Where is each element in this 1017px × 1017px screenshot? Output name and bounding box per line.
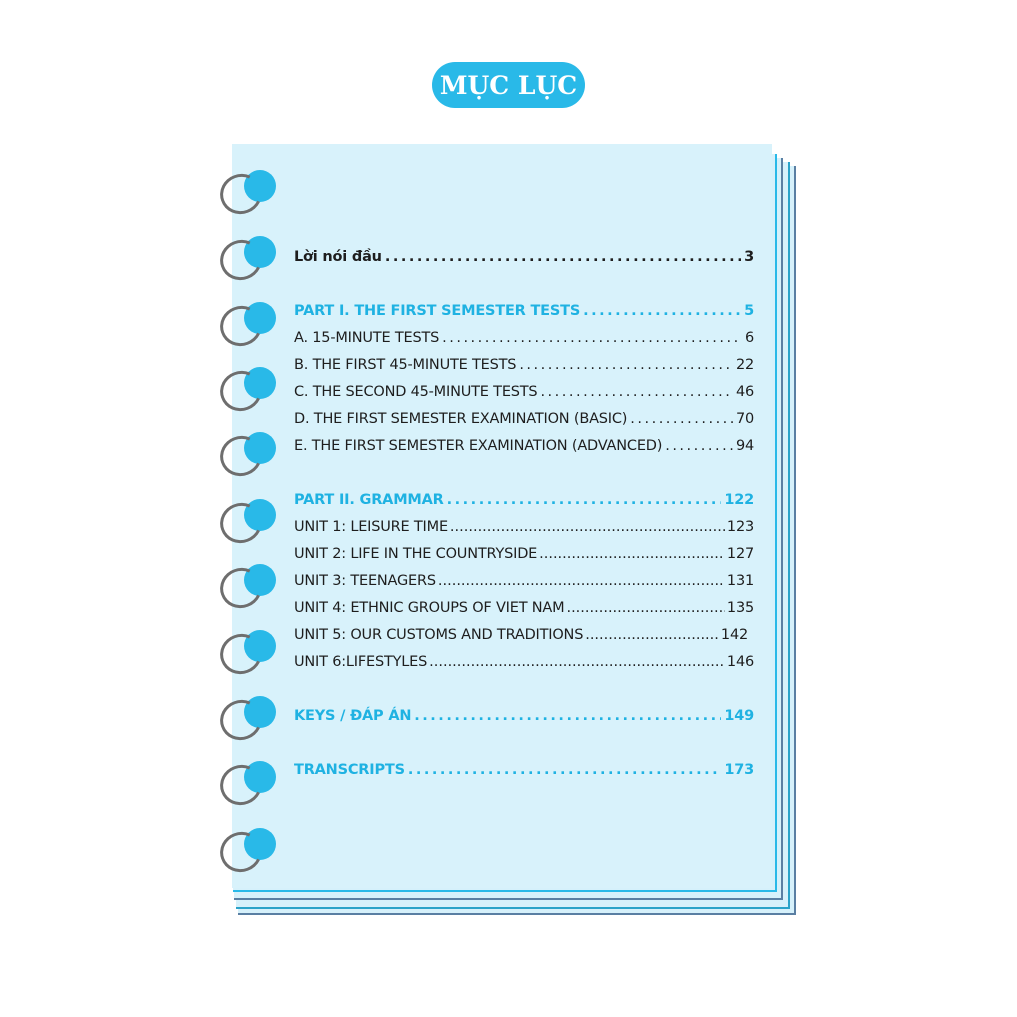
toc-entry[interactable] xyxy=(294,433,754,460)
toc-heading-page: 122 xyxy=(724,492,754,508)
spiral-ring xyxy=(220,236,276,282)
dot-leader xyxy=(585,622,719,649)
toc-entry-page: 6 xyxy=(744,330,754,346)
toc-heading-part1[interactable] xyxy=(294,298,754,325)
toc-entry[interactable] xyxy=(294,622,748,649)
spiral-ring xyxy=(220,696,276,742)
title-badge xyxy=(432,62,585,108)
spiral-ring xyxy=(220,302,276,348)
toc-heading-page: 149 xyxy=(724,708,754,724)
toc-entry[interactable] xyxy=(294,541,754,568)
dot-leader xyxy=(438,568,725,595)
toc-heading-part2[interactable] xyxy=(294,487,754,514)
toc-heading-page: 5 xyxy=(744,303,754,319)
toc-entry-page: 94 xyxy=(735,438,754,454)
spiral-ring xyxy=(220,170,276,216)
toc-entry[interactable] xyxy=(294,514,754,541)
dot-leader xyxy=(630,406,733,433)
toc-entry[interactable] xyxy=(294,406,754,433)
toc-entry-label: UNIT 6:LIFESTYLES xyxy=(294,654,428,670)
toc-entry-label: D. THE FIRST SEMESTER EXAMINATION (BASIC) xyxy=(294,411,628,427)
dot-leader xyxy=(414,703,721,730)
dot-leader xyxy=(385,244,741,271)
toc-entry-label: UNIT 2: LIFE IN THE COUNTRYSIDE xyxy=(294,546,538,562)
spiral-ring xyxy=(220,761,276,807)
toc-entry-page: 135 xyxy=(726,600,754,616)
toc-entry[interactable] xyxy=(294,649,754,676)
spiral-ring xyxy=(220,564,276,610)
toc-heading-label: PART I. THE FIRST SEMESTER TESTS xyxy=(294,303,581,319)
spiral-ring xyxy=(220,367,276,413)
dot-leader xyxy=(442,325,742,352)
dot-leader xyxy=(583,298,741,325)
page-title: MỤC LỤC xyxy=(439,70,578,100)
toc-entry[interactable] xyxy=(294,325,754,352)
dot-leader xyxy=(450,514,725,541)
toc-entry[interactable] xyxy=(294,568,754,595)
toc-entry-label: A. 15-MINUTE TESTS xyxy=(294,330,440,346)
dot-leader xyxy=(519,352,733,379)
toc-entry[interactable] xyxy=(294,352,754,379)
toc-entry-label: UNIT 1: LEISURE TIME xyxy=(294,519,448,535)
dot-leader xyxy=(408,757,722,784)
toc-entry-page: 70 xyxy=(735,411,754,427)
toc-entry-label: UNIT 5: OUR CUSTOMS AND TRADITIONS xyxy=(294,627,584,643)
toc-entry-preface[interactable] xyxy=(294,244,754,271)
toc-entry[interactable] xyxy=(294,379,754,406)
toc-entry-label: B. THE FIRST 45-MINUTE TESTS xyxy=(294,357,517,373)
toc-entry-label: Lời nói đầu xyxy=(294,249,382,265)
toc-entry-page: 46 xyxy=(735,384,754,400)
toc-heading-label: KEYS / ĐÁP ÁN xyxy=(294,708,412,724)
toc-entry-label: E. THE FIRST SEMESTER EXAMINATION (ADVANCED) xyxy=(294,438,663,454)
toc-heading-transcripts[interactable] xyxy=(294,757,754,784)
dot-leader xyxy=(539,541,725,568)
spiral-ring xyxy=(220,630,276,676)
toc-heading-page: 173 xyxy=(724,762,754,778)
table-of-contents xyxy=(294,244,754,784)
dot-leader xyxy=(429,649,725,676)
spiral-ring xyxy=(220,432,276,478)
toc-heading-label: PART II. GRAMMAR xyxy=(294,492,444,508)
dot-leader xyxy=(540,379,732,406)
toc-heading-label: TRANSCRIPTS xyxy=(294,762,405,778)
dot-leader xyxy=(665,433,733,460)
toc-entry-page: 123 xyxy=(726,519,754,535)
spiral-ring xyxy=(220,499,276,545)
toc-entry-page: 142 xyxy=(720,627,748,643)
toc-entry-page: 3 xyxy=(744,249,754,265)
toc-entry-page: 131 xyxy=(726,573,754,589)
dot-leader xyxy=(447,487,722,514)
toc-entry-label: UNIT 3: TEENAGERS xyxy=(294,573,436,589)
toc-entry-page: 146 xyxy=(726,654,754,670)
toc-entry-label: C. THE SECOND 45-MINUTE TESTS xyxy=(294,384,538,400)
toc-entry-page: 127 xyxy=(726,546,754,562)
spiral-ring xyxy=(220,828,276,874)
toc-heading-keys[interactable] xyxy=(294,703,754,730)
toc-entry-label: UNIT 4: ETHNIC GROUPS OF VIET NAM xyxy=(294,600,565,616)
toc-entry[interactable] xyxy=(294,595,754,622)
dot-leader xyxy=(566,595,724,622)
toc-entry-page: 22 xyxy=(735,357,754,373)
